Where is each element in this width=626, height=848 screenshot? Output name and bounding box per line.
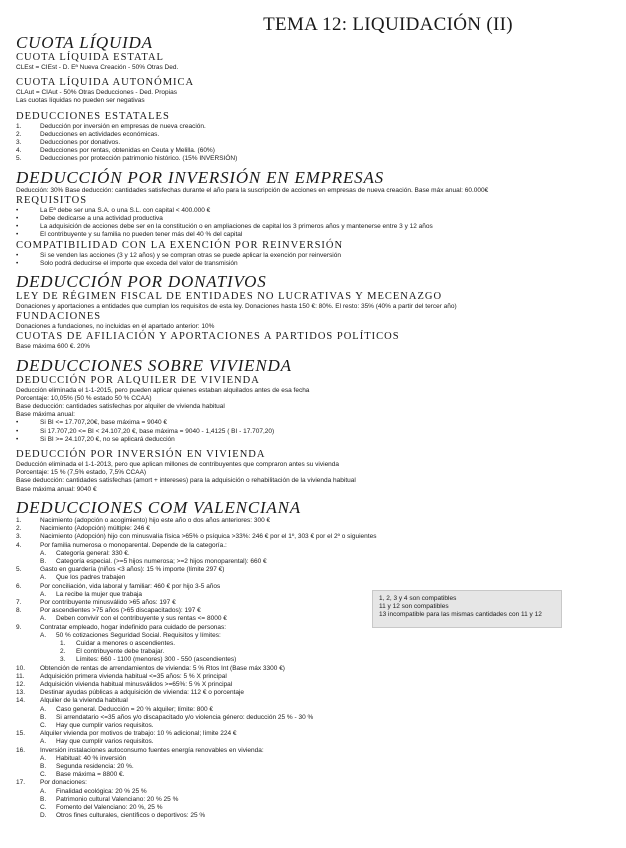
list-marker: C.: [40, 771, 47, 779]
list-item: [16, 788, 616, 796]
list-text: Por donaciones:: [40, 779, 87, 787]
list-marker: 9.: [16, 623, 22, 631]
alquiler-line: Base deducción: cantidades satisfechas por alquiler de vivienda habitual: [16, 403, 225, 411]
list-marker: A.: [40, 590, 47, 598]
list-text: Por ascendientes >75 años (>65 discapacitados): 197 €: [40, 607, 201, 615]
heading-vivienda: DEDUCCIONES SOBRE VIVIENDA: [16, 355, 292, 375]
inversion-vivienda-line: Base máxima anual: 9040 €: [16, 485, 97, 493]
list-marker: A.: [40, 754, 47, 762]
list-item: [16, 656, 616, 664]
list-item: [16, 796, 616, 804]
list-deducciones-estatales: [16, 123, 616, 164]
list-item: [16, 207, 616, 215]
note-no-negativas: Las cuotas líquidas no pueden ser negativas: [16, 97, 145, 105]
bullet-icon: •: [16, 419, 19, 427]
list-item: [16, 747, 616, 755]
list-marker: B.: [40, 557, 47, 565]
list-item: [16, 763, 616, 771]
list-item: [16, 730, 616, 738]
list-text: Deducciones por rentas, obtenidas en Ceuta y Melilla. (60%): [40, 147, 215, 155]
subheading-fundaciones: FUNDACIONES: [16, 311, 102, 323]
list-item: [16, 131, 616, 139]
list-text: La recibe la mujer que trabaja: [56, 590, 142, 598]
list-text: Deben convivir con el contribuyente y sus rentas <= 8000 €: [56, 615, 227, 623]
heading-cuota-liquida: CUOTA LÍQUIDA: [16, 33, 153, 52]
list-text: Base máxima = 8800 €.: [56, 771, 125, 779]
list-text: Deducciones por donativos.: [40, 139, 121, 147]
list-item: [16, 681, 616, 689]
list-marker: 4.: [16, 147, 22, 155]
list-item: [16, 260, 616, 268]
list-item: [16, 673, 616, 681]
inversion-vivienda-line: Deducción eliminada el 1-1-2013, pero que aplican millones de contribuyentes que compraron antes su vivienda: [16, 461, 340, 469]
list-text: Fomento del Valenciano: 20 %, 25 %: [56, 804, 163, 811]
list-item: [16, 648, 616, 656]
list-item: [16, 697, 616, 705]
inversion-vivienda-line: Base deducción: cantidades satisfechas (amort + intereses) para la adquisición o rehabilitación de la vivienda habitual: [16, 477, 356, 485]
list-text: Obtención de rentas de arrendamientos de vivienda: 5 % Rtos Int (Base máx 3300 €): [40, 664, 285, 672]
bullet-icon: •: [16, 223, 19, 231]
list-item: [16, 812, 616, 820]
alquiler-line: Porcentaje: 10,05% (50 % estado 50 % CCAA): [16, 394, 152, 402]
list-text: Solo podrá deducirse el importe que exceda del valor de transmisión: [40, 259, 238, 267]
list-item: [16, 640, 616, 648]
list-marker: A.: [40, 574, 47, 582]
list-marker: 2.: [16, 130, 22, 138]
formula-autonomica: CLAut = CIAut - 50% Otras Deducciones - Ded. Propias: [16, 89, 177, 97]
list-marker: B.: [40, 795, 47, 803]
list-text: Si arrendatario <=35 años y/o discapacitado y/o violencia género: deducción 25 % - 30 %: [56, 713, 314, 721]
list-item: [16, 706, 616, 714]
list-marker: A.: [40, 738, 47, 746]
subheading-requisitos: REQUISITOS: [16, 194, 88, 206]
list-marker: 2.: [60, 648, 66, 656]
alquiler-line: Base máxima anual:: [16, 411, 75, 419]
list-text: Destinar ayudas públicas a adquisición de vivienda: 112 € o porcentaje: [40, 689, 245, 697]
list-item: [16, 755, 616, 763]
list-item: [16, 419, 616, 427]
list-item: [16, 566, 616, 574]
list-marker: 14.: [16, 697, 26, 705]
list-item: [16, 558, 616, 566]
list-marker: 7.: [16, 598, 22, 606]
subheading-cuota-estatal: CUOTA LÍQUIDA ESTATAL: [16, 52, 164, 63]
donaciones-detalle: Donaciones y aportaciones a entidades que cumplan los requisitos de esta ley. Donaciones hasta 150 €: 80%. El resto: 35% (40% a partir del tercer año): [16, 303, 457, 311]
list-marker: 1.: [16, 122, 22, 130]
list-item: [16, 779, 616, 787]
list-text: Si se venden las acciones (3 y 12 años) y se compran otras se puede aplicar la exención por reinversión: [40, 251, 341, 259]
list-marker: B.: [40, 713, 47, 721]
list-item: [16, 689, 616, 697]
list-marker: 5.: [16, 155, 22, 163]
heading-com-valenciana: DEDUCCIONES COM VALENCIANA: [16, 497, 301, 517]
note-line: 13 incompatible para las mismas cantidades con 11 y 12: [379, 611, 542, 619]
deduccion-inversion-detalle: Deducción: 30% Base deducción: cantidades satisfechas durante el año para la suscripción de acciones en empresas de nueva creación. Base máx anual: 60.000€: [16, 186, 489, 194]
subheading-partidos: CUOTAS DE AFILIACIÓN Y APORTACIONES A PARTIDOS POLÍTICOS: [16, 331, 400, 343]
list-item: [16, 533, 616, 541]
list-item: [16, 525, 616, 533]
list-text: Alquiler vivienda por motivos de trabajo: 10 % adicional; límite 224 €: [40, 730, 237, 738]
list-text: Hay que cumplir varios requisitos.: [56, 738, 154, 746]
list-text: El contribuyente y su familia no pueden tener más del 40 % del capital: [40, 231, 243, 239]
list-marker: 8.: [16, 607, 22, 615]
list-marker: A.: [40, 549, 47, 557]
list-text: Debe dedicarse a una actividad productiva: [40, 215, 163, 223]
bullet-icon: •: [16, 206, 19, 214]
list-text: Por conciliación, vida laboral y familiar: 460 € por hijo 3-5 años: [40, 582, 221, 590]
fundaciones-detalle: Donaciones a fundaciones, no incluidas en el apartado anterior: 10%: [16, 323, 215, 331]
list-text: Cuidar a menores o ascendientes.: [76, 639, 176, 647]
list-marker: 4.: [16, 541, 22, 549]
list-text: Inversión instalaciones autoconsumo fuentes energía renovables en vivienda:: [40, 746, 264, 754]
list-item: [16, 517, 616, 525]
list-marker: C.: [40, 721, 47, 729]
subheading-cuota-autonomica: CUOTA LÍQUIDA AUTONÓMICA: [16, 77, 195, 89]
list-text: Alquiler de la vivienda habitual: [40, 697, 128, 705]
list-item: [16, 231, 616, 239]
list-text: 50 % cotizaciones Seguridad Social. Requisitos y límites:: [56, 631, 221, 639]
list-item: [16, 123, 616, 131]
list-marker: 16.: [16, 746, 26, 754]
list-marker: 6.: [16, 582, 22, 590]
formula-estatal: CLEst = CIEst - D. Eª Nueva Creación - 50% Otras Ded.: [16, 64, 179, 71]
list-marker: A.: [40, 787, 47, 795]
list-item: [16, 252, 616, 260]
list-text: El contribuyente debe trabajar.: [76, 648, 165, 656]
subheading-inversion-vivienda: DEDUCCIÓN POR INVERSIÓN EN VIVIENDA: [16, 449, 266, 461]
list-text: Caso general. Deducción = 20 % alquiler; límite: 800 €: [56, 705, 213, 713]
list-item: [16, 804, 616, 812]
list-item: [16, 139, 616, 147]
list-item: [16, 771, 616, 779]
bullet-icon: •: [16, 427, 19, 435]
list-item: [16, 738, 616, 746]
heading-donativos: DEDUCCIÓN POR DONATIVOS: [16, 272, 267, 292]
list-item: [16, 714, 616, 722]
bullet-icon: •: [16, 231, 19, 239]
list-marker: 15.: [16, 730, 26, 738]
list-text: Hay que cumplir varios requisitos.: [56, 721, 154, 729]
list-text: La adquisición de acciones debe ser en la constitución o en ampliaciones de capital los 3 primeros años y mantenerse entre 3 y 12 años: [40, 223, 433, 231]
list-marker: 10.: [16, 664, 26, 672]
bullet-icon: •: [16, 259, 19, 267]
list-text: Si 17.707,20 <= BI < 24.107,20 €, base máxima = 9040 - 1,4125 ( BI - 17.707,20): [40, 427, 275, 435]
list-text: Patrimonio cultural Valenciano: 20 % 25 %: [56, 795, 179, 803]
list-text: Deducción por inversión en empresas de nueva creación.: [40, 122, 206, 130]
list-marker: 5.: [16, 566, 22, 574]
list-text: Adquisición primera vivienda habitual <=35 años: 5 % X principal: [40, 672, 227, 680]
list-text: Finalidad ecológica: 20 % 25 %: [56, 787, 147, 795]
list-text: Que los padres trabajen: [56, 574, 126, 582]
bullet-icon: •: [16, 251, 19, 259]
list-item: [16, 632, 616, 640]
list-marker: 2.: [16, 525, 22, 533]
list-marker: 11.: [16, 672, 25, 680]
compatibility-note: [372, 590, 562, 628]
subheading-compatibilidad: COMPATIBILIDAD CON LA EXENCIÓN POR REINVERSIÓN: [16, 239, 344, 251]
list-text: Si BI >= 24.107,20 €, no se aplicará deducción: [40, 435, 175, 443]
list-marker: A.: [40, 631, 47, 639]
list-item: [16, 428, 616, 436]
list-text: Otros fines culturales, científicos o deportivos: 25 %: [56, 812, 206, 820]
list-text: Adquisición vivienda habitual minusválidos >=65%: 5 % X principal: [40, 680, 233, 688]
bullet-icon: •: [16, 435, 19, 443]
list-item: [16, 722, 616, 730]
list-item: [16, 574, 616, 582]
list-marker: 17.: [16, 779, 26, 787]
list-marker: 3.: [16, 139, 22, 147]
list-item: [16, 155, 616, 163]
list-item: [16, 223, 616, 231]
list-text: Por familia numerosa o monoparental. Depende de la categoría.:: [40, 541, 227, 549]
list-item: [16, 215, 616, 223]
list-marker: B.: [40, 762, 47, 770]
list-text: La Eª debe ser una S.A. o una S.L. con capital < 400.000 €: [40, 206, 211, 214]
list-text: Por contribuyente minusválido >65 años: 197 €: [40, 598, 176, 606]
list-marker: 12.: [16, 680, 26, 688]
list-item: [16, 665, 616, 673]
list-text: Gasto en guardería (niños <3 años): 15 % importe (límite 297 €): [40, 566, 225, 574]
note-line: 1, 2, 3 y 4 son compatibles: [379, 595, 457, 602]
list-marker: A.: [40, 615, 47, 623]
inversion-vivienda-line: Porcentaje: 15 % (7,5% estado, 7,5% CCAA): [16, 469, 147, 477]
list-text: Nacimiento (Adopción) múltiple: 246 €: [40, 525, 150, 533]
page-title: TEMA 12: LIQUIDACIÓN (II): [263, 14, 513, 35]
list-marker: 3.: [60, 656, 66, 664]
list-text: Límites: 660 - 1100 (menores) 300 - 550 (ascendientes): [76, 656, 237, 664]
list-text: Categoría especial. (>=5 hijos numerosa; >=2 hijos monoparental): 660 €: [56, 557, 267, 565]
alquiler-line: Deducción eliminada el 1-1-2015, pero pueden aplicar quienes estaban alquilados antes de esa fecha: [16, 386, 310, 394]
list-item: [16, 436, 616, 444]
subheading-alquiler: DEDUCCIÓN POR ALQUILER DE VIVIENDA: [16, 374, 260, 386]
list-deducciones-valencianas: [16, 517, 616, 821]
list-marker: A.: [40, 705, 47, 713]
list-marker: 1.: [60, 639, 66, 647]
list-marker: D.: [40, 812, 47, 820]
list-text: Nacimiento (Adopción) hijo con minusvalía física >65% o psíquica >33%: 246 € por el 1º, 303 € por el 2º o siguientes: [40, 533, 377, 541]
subheading-deducciones-estatales: DEDUCCIONES ESTATALES: [16, 110, 170, 122]
list-text: Contratar empleado, hogar indefinido para cuidado de personas:: [40, 623, 227, 631]
partidos-detalle: Base máxima 600 €. 20%: [16, 343, 91, 351]
list-marker: 13.: [16, 689, 26, 697]
heading-inversion-empresas: DEDUCCIÓN POR INVERSIÓN EN EMPRESAS: [16, 167, 384, 187]
list-text: Si BI <= 17.707,20€, base máxima = 9040 €: [40, 419, 168, 427]
document-body: [16, 34, 616, 820]
note-line: 11 y 12 son compatibles: [379, 603, 449, 611]
list-text: Segunda residencia: 20 %.: [56, 762, 134, 770]
list-text: Habitual: 40 % inversión: [56, 754, 127, 762]
list-item: [16, 542, 616, 550]
list-text: Categoría general: 330 €.: [56, 549, 130, 557]
list-text: Deducciones en actividades económicas.: [40, 130, 160, 138]
list-marker: 1.: [16, 516, 22, 524]
list-text: Nacimiento (adopción o acogimiento) hijo este año o dos años anteriores: 300 €: [40, 516, 271, 524]
list-item: [16, 550, 616, 558]
list-text: Deducciones por protección patrimonio histórico. (15% INVERSIÓN): [40, 155, 238, 163]
bullet-icon: •: [16, 215, 19, 223]
list-marker: C.: [40, 804, 47, 811]
subheading-ley-regimen: LEY DE RÉGIMEN FISCAL DE ENTIDADES NO LUCRATIVAS Y MECENAZGO: [16, 291, 443, 303]
list-marker: 3.: [16, 533, 22, 541]
